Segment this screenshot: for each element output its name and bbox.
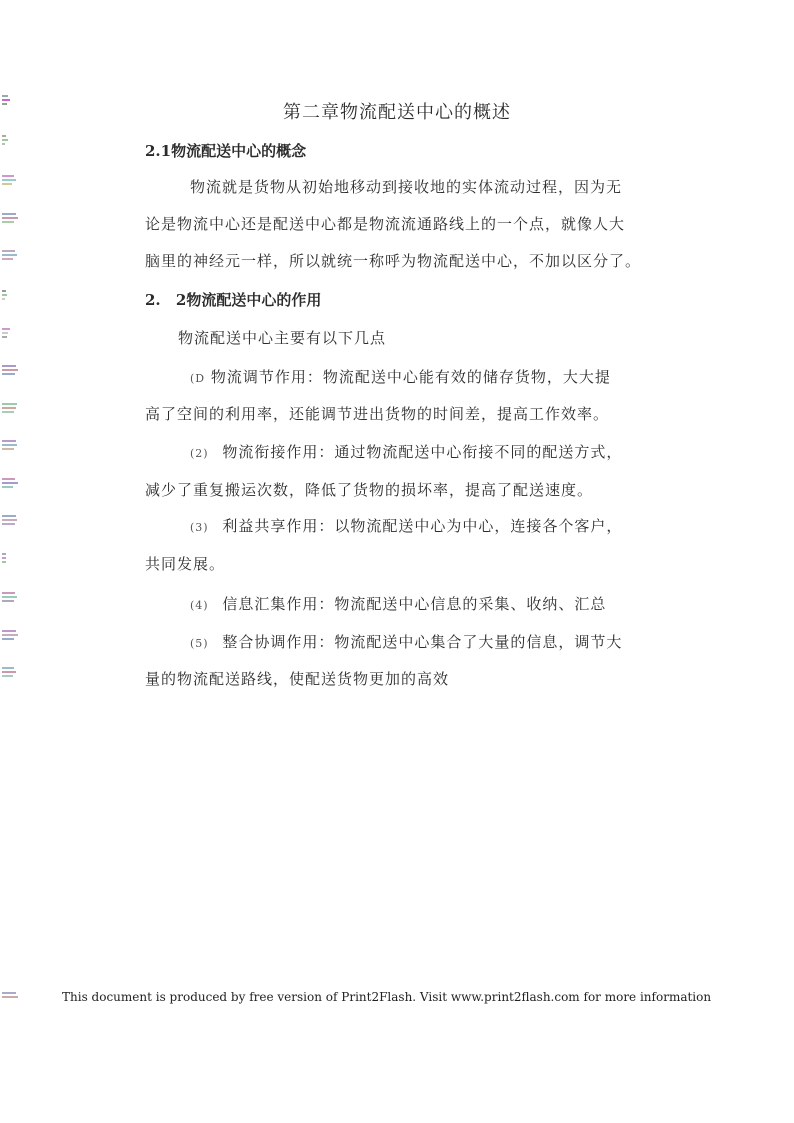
item-number: (D [190,372,206,385]
paragraph-line: 物流就是货物从初始地移动到接收地的实体流动过程，因为无 [190,178,623,196]
item-number: (5) [190,637,209,650]
margin-artifact [2,175,20,191]
list-item-continuation: 量的物流配送路线，使配送货物更加的高效 [145,670,450,688]
item-number: (3) [190,521,209,534]
margin-artifact [2,515,20,531]
paragraph-line: 脑里的神经元一样，所以就统一称呼为物流配送中心，不加以区分了。 [145,252,642,270]
list-item-continuation: 共同发展。 [145,555,226,573]
margin-artifact [2,290,20,306]
item-number: (2) [190,447,209,460]
section-heading-text: 2物流配送中心的作用 [175,291,322,309]
list-item [190,515,655,536]
margin-artifact [2,135,20,151]
margin-artifact [2,440,20,456]
chapter-title: 第二章物流配送中心的概述 [283,102,511,123]
margin-artifact [2,592,20,608]
intro-line: 物流配送中心主要有以下几点 [178,329,387,347]
margin-artifact [2,630,20,646]
margin-artifact [2,250,20,266]
margin-artifact [2,667,20,683]
item-text: 物流衔接作用：通过物流配送中心衔接不同的配送方式， [222,443,623,461]
list-item [190,441,655,462]
section-heading [145,289,321,310]
list-item-continuation: 减少了重复搬运次数，降低了货物的损坏率，提高了配送速度。 [145,481,594,499]
margin-artifact [2,213,20,229]
margin-artifact [2,328,20,344]
margin-artifact [2,553,20,569]
list-item [190,593,655,614]
item-text: 信息汇集作用：物流配送中心信息的采集、收纳、汇总 [222,595,607,613]
paragraph-line: 论是物流中心还是配送中心都是物流流通路线上的一个点，就像人大 [145,215,626,233]
footer-artifact [2,992,22,1002]
item-number: (4) [190,599,209,612]
section-number: 2. [145,291,161,309]
item-text: 物流调节作用：物流配送中心能有效的储存货物，大大提 [210,368,611,386]
margin-artifact [2,478,20,494]
section-heading: 2.1物流配送中心的概念 [145,142,307,160]
margin-artifact [2,403,20,419]
list-item [190,631,655,652]
item-text: 利益共享作用：以物流配送中心为中心，连接各个客户， [222,517,623,535]
footer-notice: This document is produced by free version of Print2Flash. Visit www.print2flash.com for more information [62,990,712,1004]
list-item [190,366,655,387]
margin-artifact [2,365,20,381]
list-item-continuation: 高了空间的利用率，还能调节进出货物的时间差，提高工作效率。 [145,405,610,423]
item-text: 整合协调作用：物流配送中心集合了大量的信息，调节大 [222,633,623,651]
